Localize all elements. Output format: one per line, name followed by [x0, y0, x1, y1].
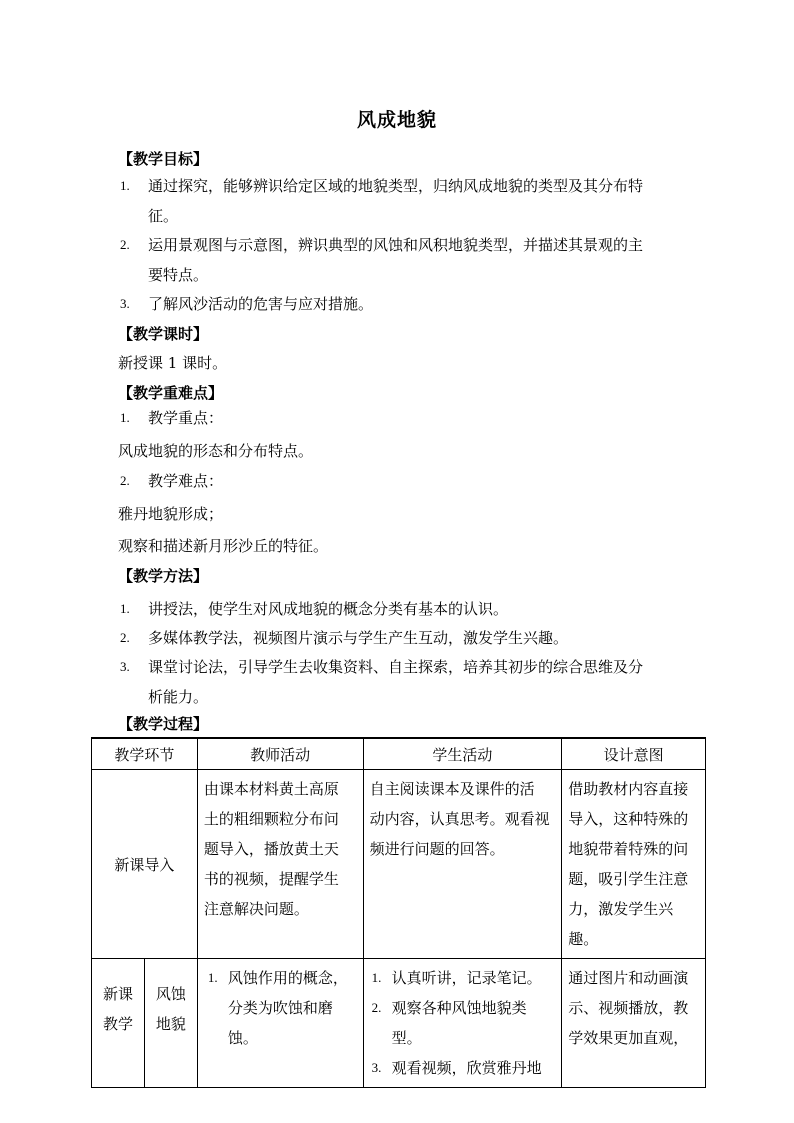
- list-text: 运用景观图与示意图，辨识典型的风蚀和风积地貌类型，并描述其景观的主: [148, 236, 644, 254]
- table-row: [92, 770, 706, 959]
- cell-line: 注意解决问题。: [203, 900, 309, 918]
- list-item: [120, 623, 680, 653]
- list-item: [120, 289, 680, 319]
- table-header-row: [92, 738, 706, 770]
- cell-line: 借助教材内容直接: [568, 780, 689, 798]
- teacher-activity-cell: [197, 959, 363, 1088]
- cell-line: 题导入，播放黄土天: [203, 840, 339, 858]
- column-header: 设计意图: [562, 738, 706, 770]
- column-header: 教学环节: [92, 738, 198, 770]
- list-item: [120, 652, 680, 712]
- section-heading-objectives: 【教学目标】: [118, 150, 209, 168]
- list-item: [120, 230, 680, 290]
- list-text: 讲授法，使学生对风成地貌的概念分类有基本的认识。: [148, 600, 509, 618]
- cell-line: 观看视频，欣赏雅丹地: [391, 1059, 542, 1077]
- design-intent-cell: [562, 770, 706, 959]
- stage-cell: [92, 959, 145, 1088]
- list-number: 1.: [120, 410, 130, 425]
- list-text: 课堂讨论法，引导学生去收集资料、自主探索，培养其初步的综合思维及分: [148, 658, 644, 676]
- list-item: [120, 466, 680, 496]
- list-text: 教学难点：: [148, 472, 224, 490]
- list-item: [120, 171, 680, 231]
- cell-line: 蚀。: [227, 1029, 258, 1047]
- cell-line: 土的粗细颗粒分布问: [203, 810, 339, 828]
- list-number: 3.: [371, 1060, 382, 1075]
- list-item: [370, 993, 556, 1053]
- list-number: 2.: [120, 473, 130, 488]
- list-text-continued: 征。: [148, 207, 179, 225]
- list-text-continued: 析能力。: [148, 688, 209, 706]
- substage-cell: [144, 959, 197, 1088]
- cell-line: 导入，这种特殊的: [568, 810, 689, 828]
- cell-line: 频进行问题的回答。: [369, 840, 505, 858]
- list-number: 2.: [120, 630, 130, 645]
- substage-label: 地貌: [155, 1015, 186, 1033]
- cell-line: 示、视频播放，教: [568, 999, 689, 1017]
- substage-label: 风蚀: [155, 985, 186, 1003]
- list-number: 1.: [371, 970, 382, 985]
- list-number: 2.: [120, 237, 130, 252]
- section-heading-process: 【教学过程】: [118, 715, 209, 733]
- list-item: [206, 963, 357, 1053]
- column-header: 教师活动: [197, 738, 363, 770]
- cell-line: 分类为吹蚀和磨: [227, 999, 333, 1017]
- cell-line: 题，吸引学生注意: [568, 870, 689, 888]
- page-title: 风成地貌: [356, 109, 437, 131]
- list-text-continued: 要特点。: [148, 266, 209, 284]
- cell-line: 地貌带着特殊的问: [568, 840, 689, 858]
- cell-line: 风蚀作用的概念，: [227, 969, 348, 987]
- design-intent-cell: [562, 959, 706, 1088]
- cell-line: 学效果更加直观，: [568, 1029, 689, 1047]
- teacher-activity-cell: [197, 770, 363, 959]
- list-item: [120, 594, 680, 624]
- cell-line: 观察各种风蚀地貌类型。: [391, 999, 527, 1047]
- cell-line: 力，激发学生兴趣。: [568, 900, 674, 948]
- list-number: 3.: [120, 659, 130, 674]
- cell-line: 书的视频，提醒学生: [203, 870, 339, 888]
- list-number: 2.: [371, 1000, 382, 1015]
- cell-line: 通过图片和动画演: [568, 969, 689, 987]
- list-text: 多媒体教学法，视频图片演示与学生产生互动，激发学生兴趣。: [148, 629, 569, 647]
- stage-label: 教学: [102, 1015, 133, 1033]
- student-activity-cell: [363, 770, 562, 959]
- table-row: [92, 959, 706, 1088]
- section-heading-methods: 【教学方法】: [118, 567, 209, 585]
- process-table: [91, 737, 706, 1088]
- difficulty-text: 观察和描述新月形沙丘的特征。: [118, 537, 329, 555]
- stage-label: 新课: [102, 985, 133, 1003]
- section-heading-key-points: 【教学重难点】: [118, 384, 224, 402]
- list-text: 教学重点：: [148, 409, 224, 427]
- cell-line: 动内容，认真思考。观看视: [369, 810, 550, 828]
- cell-line: 自主阅读课本及课件的活: [369, 780, 535, 798]
- list-number: 3.: [120, 296, 130, 311]
- list-number: 1.: [207, 970, 218, 985]
- list-text: 通过探究，能够辨识给定区域的地貌类型，归纳风成地貌的类型及其分布特: [148, 177, 644, 195]
- stage-label: 新课导入: [114, 855, 175, 874]
- cell-line: 由课本材料黄土高原: [203, 780, 339, 798]
- list-number: 1.: [120, 178, 130, 193]
- section-heading-hours: 【教学课时】: [118, 325, 209, 343]
- list-item: [370, 1053, 556, 1083]
- hours-text: 新授课 1 课时。: [118, 354, 228, 372]
- key-point-text: 风成地貌的形态和分布特点。: [118, 442, 314, 460]
- column-header: 学生活动: [363, 738, 562, 770]
- list-item: [370, 963, 556, 993]
- stage-cell: [92, 770, 198, 959]
- list-number: 1.: [120, 601, 130, 616]
- student-activity-cell: [363, 959, 562, 1088]
- list-text: 了解风沙活动的危害与应对措施。: [148, 295, 374, 313]
- list-item: [120, 403, 680, 433]
- difficulty-text: 雅丹地貌形成；: [118, 505, 224, 523]
- cell-line: 认真听讲，记录笔记。: [391, 969, 542, 987]
